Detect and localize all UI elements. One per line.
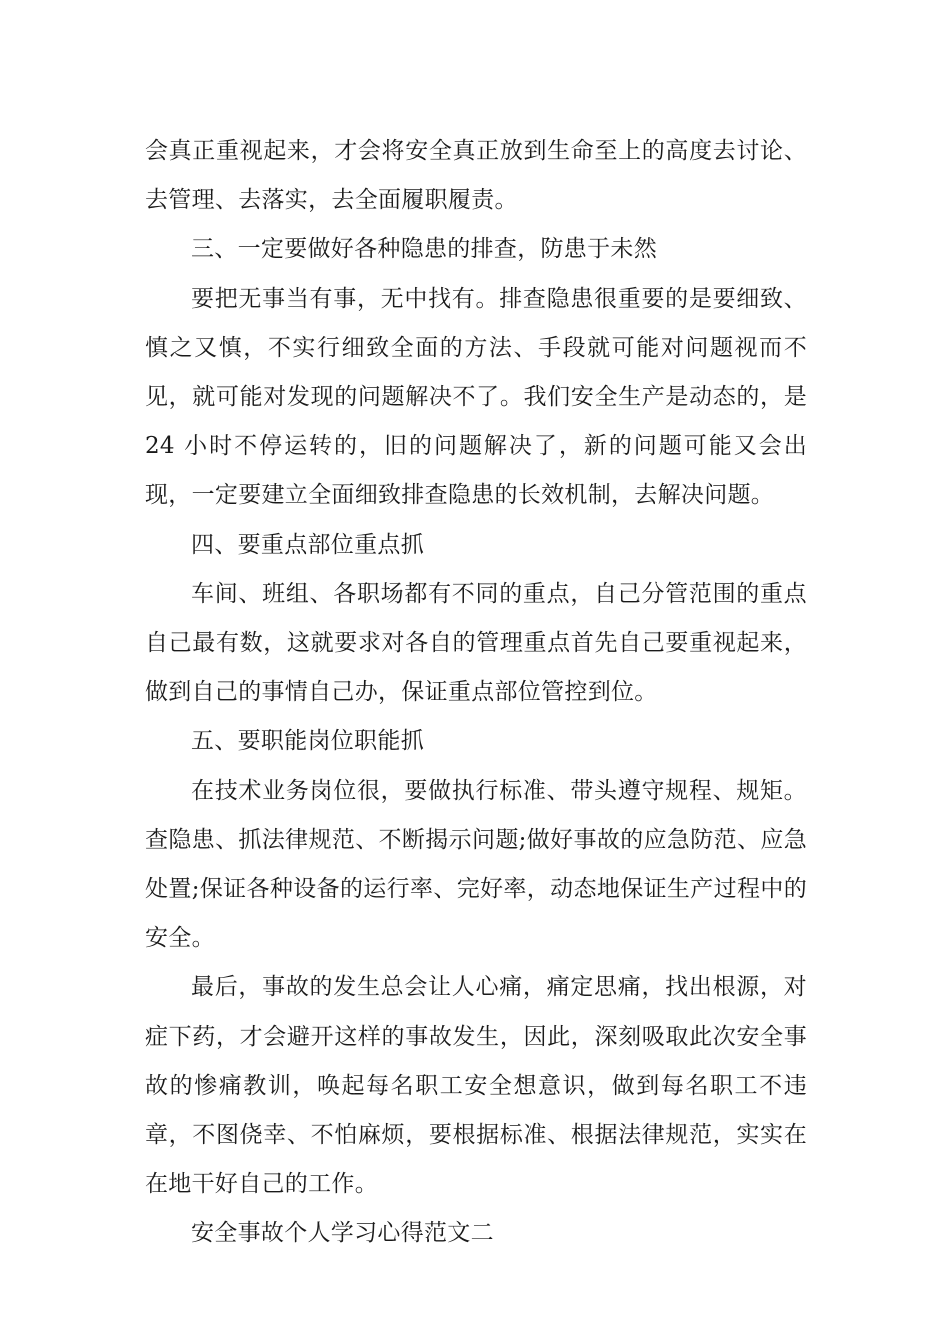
paragraph-continuation: 会真正重视起来，才会将安全真正放到生命至上的高度去讨论、去管理、去落实，去全面履职履责。 bbox=[145, 138, 807, 214]
heading-section-4: 四、要重点部位重点抓 bbox=[191, 531, 424, 558]
heading-section-5: 五、要职能岗位职能抓 bbox=[191, 728, 424, 755]
document-page bbox=[145, 127, 807, 1259]
paragraph-hazard-check: 要把无事当有事，无中找有。排查隐患很重要的是要细致、慎之又慎，不实行细致全面的方法、手段就可能对问题视而不见，就可能对发现的问题解决不了。我们安全生产是动态的，是 24 小时不停运转的，旧的问题解决了，新的问题可能又会出现，一定要建立全面细致排查隐患的长效机制，去解决问题。 bbox=[145, 285, 807, 509]
heading-section-3: 三、一定要做好各种隐患的排查，防患于未然 bbox=[191, 236, 657, 263]
paragraph-conclusion: 最后，事故的发生总会让人心痛，痛定思痛，找出根源，对症下药，才会避开这样的事故发生，因此，深刻吸取此次安全事故的惨痛教训，唤起每名职工安全想意识，做到每名职工不违章，不图侥幸、不怕麻烦，要根据标准、根据法律规范，实实在在地干好自己的工作。 bbox=[145, 974, 807, 1198]
paragraph-functional-posts: 在技术业务岗位很，要做执行标准、带头遵守规程、规矩。查隐患、抓法律规范、不断揭示问题;做好事故的应急防范、应急处置;保证各种设备的运行率、完好率，动态地保证生产过程中的安全。 bbox=[145, 777, 807, 952]
heading-sample-two: 安全事故个人学习心得范文二 bbox=[191, 1220, 494, 1247]
paragraph-key-areas: 车间、班组、各职场都有不同的重点，自己分管范围的重点自己最有数，这就要求对各自的管理重点首先自己要重视起来，做到自己的事情自己办，保证重点部位管控到位。 bbox=[145, 580, 807, 706]
